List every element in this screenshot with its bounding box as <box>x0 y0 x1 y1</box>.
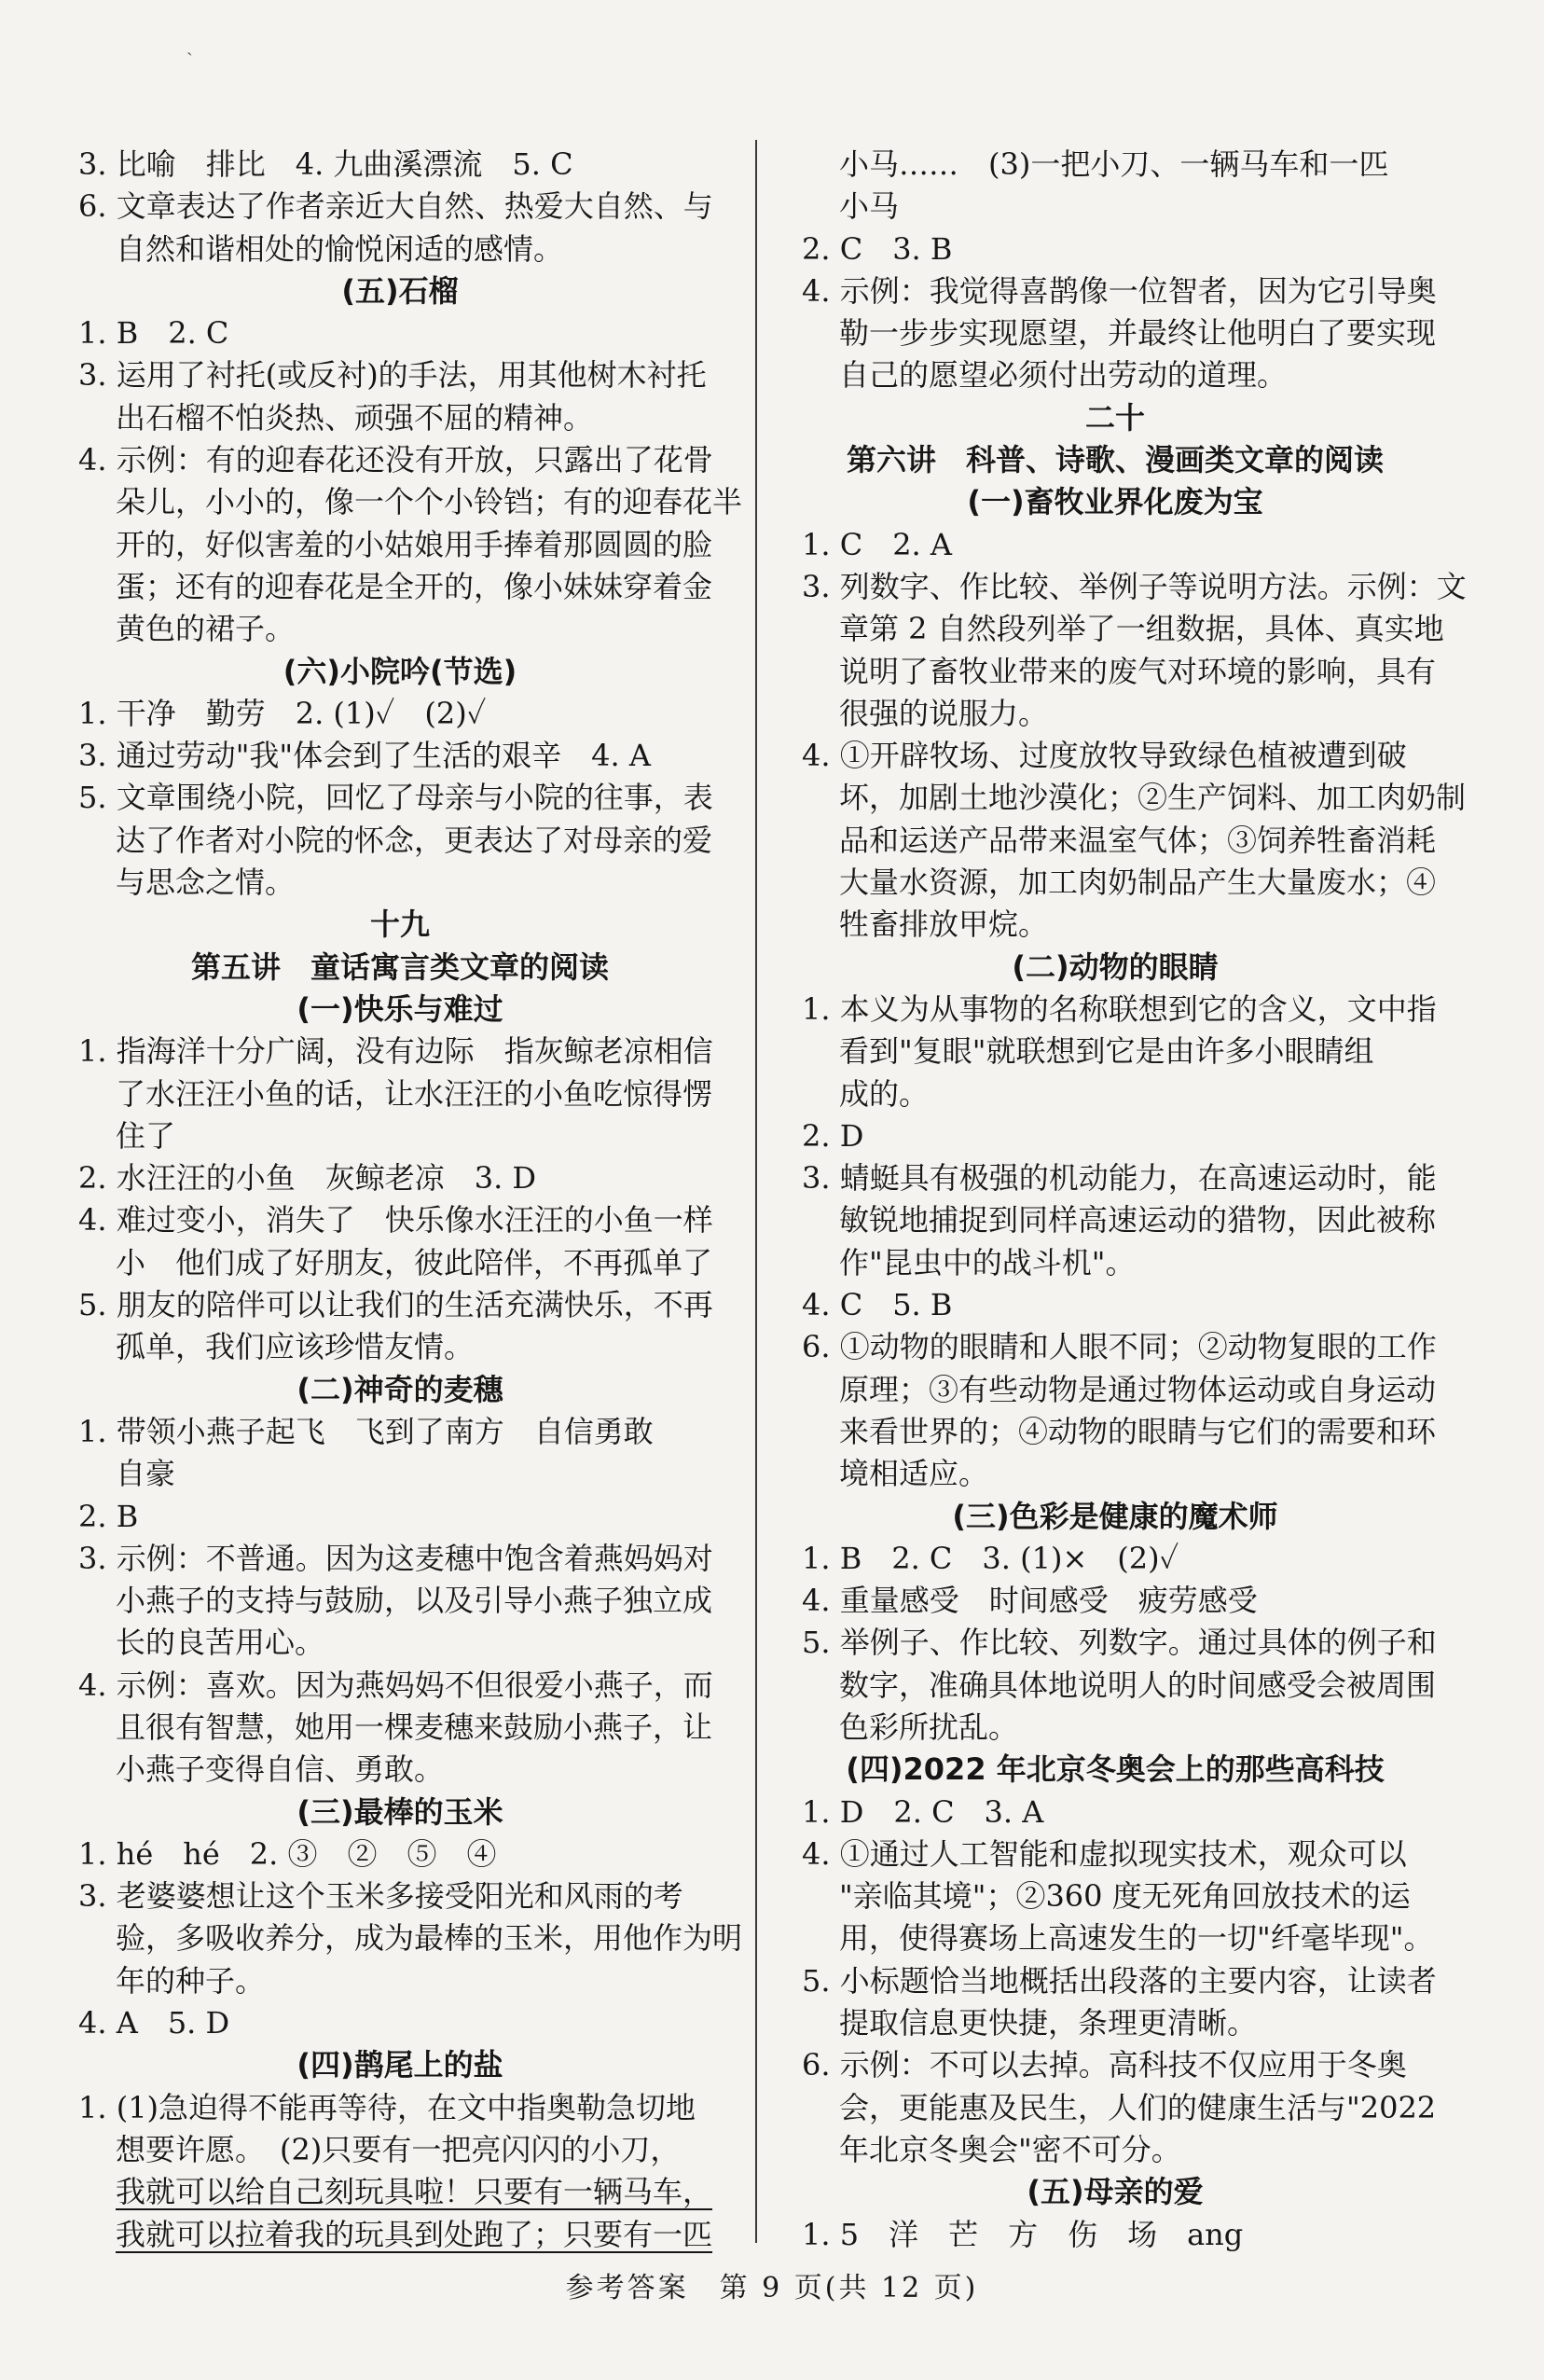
answer-line: 5. 文章围绕小院，回忆了母亲与小院的往事，表 <box>78 780 713 816</box>
answer-line: 自豪 <box>116 1456 176 1492</box>
page-footer: 参考答案 第 9 页(共 12 页) <box>565 2272 979 2304</box>
answer-line: 小马 <box>839 188 900 225</box>
answer-line: 1. 带领小燕子起飞 飞到了南方 自信勇敢 <box>78 1413 654 1449</box>
underlined-answer-line: 我就可以拉着我的玩具到处跑了；只要有一匹 <box>116 2216 713 2252</box>
answer-line: 4. 示例：有的迎春花还没有开放，只露出了花骨 <box>78 442 713 478</box>
answer-line: 1. C 2. A <box>802 526 953 562</box>
answer-line: 敏锐地捕捉到同样高速运动的猎物，因此被称 <box>839 1202 1437 1238</box>
answer-line: 朵儿，小小的，像一个个小铃铛；有的迎春花半 <box>116 484 743 520</box>
answer-line: 牲畜排放甲烷。 <box>839 906 1049 943</box>
answer-line: 说明了畜牧业带来的废气对环境的影响，具有 <box>839 653 1437 689</box>
answer-line: 章第 2 自然段列举了一组数据，具体、真实地 <box>839 611 1444 647</box>
answer-line: 自己的愿望必须付出劳动的道理。 <box>839 357 1288 394</box>
answer-line: 3. 运用了衬托(或反衬)的手法，用其他树木衬托 <box>78 357 707 394</box>
passage-title: (六)小院吟(节选) <box>283 653 517 689</box>
lecture-heading: 第六讲 科普、诗歌、漫画类文章的阅读 <box>846 442 1384 478</box>
answer-line: 大量水资源，加工肉奶制品产生大量废水；④ <box>839 865 1437 901</box>
answer-line: 黄色的裙子。 <box>116 611 296 647</box>
passage-title: (二)动物的眼睛 <box>1012 948 1219 985</box>
answer-line: 4. 示例：喜欢。因为燕妈妈不但很爱小燕子，而 <box>78 1667 713 1703</box>
answer-line: 会，更能惠及民生，人们的健康生活与"2022 <box>839 2089 1437 2125</box>
left-column <box>78 144 743 2256</box>
answer-line: 4. C 5. B <box>802 1287 953 1323</box>
passage-title: (五)石榴 <box>341 272 459 309</box>
answer-line: 6. 示例：不可以去掉。高科技不仅应用于冬奥 <box>802 2047 1407 2083</box>
answer-line: 原理；③有些动物是通过物体运动或自身运动 <box>839 1371 1437 1407</box>
answer-line: 5. 举例子、作比较、列数字。通过具体的例子和 <box>802 1625 1437 1661</box>
answer-line: 1. 指海洋十分广阔，没有边际 指灰鲸老凉相信 <box>78 1033 713 1070</box>
answer-line: "亲临其境"；②360 度无死角回放技术的运 <box>839 1878 1411 1915</box>
answer-line: 6. 文章表达了作者亲近大自然、热爱大自然、与 <box>78 188 713 225</box>
passage-title: (一)畜牧业界化废为宝 <box>967 484 1263 520</box>
scan-mark: ˎ <box>186 34 193 56</box>
lecture-heading: 第五讲 童话寓言类文章的阅读 <box>190 948 609 985</box>
answer-line: 成的。 <box>839 1075 930 1112</box>
answer-line: 1. 本义为从事物的名称联想到它的含义，文中指 <box>802 990 1437 1027</box>
answer-line: 5. 朋友的陪伴可以让我们的生活充满快乐，不再 <box>78 1287 713 1323</box>
passage-title: (三)色彩是健康的魔术师 <box>952 1498 1278 1534</box>
answer-line: 1. B 2. C <box>78 315 229 352</box>
answer-line: 4. 难过变小，消失了 快乐像水汪汪的小鱼一样 <box>78 1202 713 1238</box>
right-column <box>802 144 1467 2256</box>
answer-line: 开的，好似害羞的小姑娘用手捧着那圆圆的脸 <box>116 526 713 562</box>
answer-line: 验，多吸收养分，成为最棒的玉米，用他作为明 <box>116 1920 743 1957</box>
passage-title: (二)神奇的麦穗 <box>296 1371 503 1407</box>
answer-line: 了水汪汪小鱼的话，让水汪汪的小鱼吃惊得愣 <box>116 1075 713 1112</box>
answer-line: 品和运送产品带来温室气体；③饲养牲畜消耗 <box>839 822 1437 858</box>
answer-line: 勒一步步实现愿望，并最终让他明白了要实现 <box>839 315 1437 352</box>
answer-line: 境相适应。 <box>839 1456 989 1492</box>
answer-line: 4. A 5. D <box>78 2005 230 2041</box>
answer-line: 用，使得赛场上高速发生的一切"纤毫毕现"。 <box>839 1920 1434 1957</box>
answer-line: 1. hé hé 2. ③ ② ⑤ ④ <box>78 1835 497 1872</box>
answer-line: 2. D <box>802 1117 864 1154</box>
answer-line: 4. ①开辟牧场、过度放牧导致绿色植被遭到破 <box>802 738 1407 774</box>
answer-line: 孤单，我们应该珍惜友情。 <box>116 1329 475 1365</box>
answer-line: 出石榴不怕炎热、顽强不屈的精神。 <box>116 399 594 436</box>
passage-title: (三)最棒的玉米 <box>296 1793 503 1830</box>
answer-line: 且很有智慧，她用一棵麦穗来鼓励小燕子，让 <box>116 1709 713 1745</box>
answer-line: 年北京冬奥会"密不可分。 <box>839 2131 1181 2167</box>
answer-line: 住了 <box>116 1117 176 1154</box>
answer-line: 3. 示例：不普通。因为这麦穗中饱含着燕妈妈对 <box>78 1540 713 1576</box>
answer-line: 4. ①通过人工智能和虚拟现实技术，观众可以 <box>802 1835 1407 1872</box>
answer-line: 提取信息更快捷，条理更清晰。 <box>839 2005 1258 2041</box>
answer-line: 小燕子变得自信、勇敢。 <box>116 1751 445 1788</box>
answer-line: 来看世界的；④动物的眼睛与它们的需要和环 <box>839 1413 1437 1449</box>
answer-line: 1. B 2. C 3. (1)× (2)✓ <box>802 1540 1179 1576</box>
passage-title: (一)快乐与难过 <box>296 990 503 1027</box>
section-number: 二十 <box>1084 399 1145 436</box>
answer-line: 达了作者对小院的怀念，更表达了对母亲的爱 <box>116 822 713 858</box>
answer-line: 长的良苦用心。 <box>116 1625 325 1661</box>
answer-line: 数字，准确具体地说明人的时间感受会被周围 <box>839 1667 1437 1703</box>
answer-line: 色彩所扰乱。 <box>839 1709 1019 1745</box>
answer-line: 2. B <box>78 1498 139 1534</box>
answer-line: 小燕子的支持与鼓励，以及引导小燕子独立成 <box>116 1583 713 1619</box>
answer-line: 1. 5 洋 芒 方 伤 场 ang <box>802 2216 1244 2252</box>
passage-title: (五)母亲的爱 <box>1027 2174 1204 2210</box>
answer-line: 6. ①动物的眼睛和人眼不同；②动物复眼的工作 <box>802 1329 1437 1365</box>
answer-line: 小马…… (3)一把小刀、一辆马车和一匹 <box>839 146 1389 182</box>
answer-line: 自然和谐相处的愉悦闲适的感情。 <box>116 230 564 267</box>
answer-line: 1. (1)急迫得不能再等待，在文中指奥勒急切地 <box>78 2089 696 2125</box>
answer-line: 3. 通过劳动"我"体会到了生活的艰辛 4. A <box>78 738 651 774</box>
underlined-answer-line: 我就可以给自己刻玩具啦！只要有一辆马车， <box>116 2174 713 2210</box>
answer-line: 4. 示例：我觉得喜鹊像一位智者，因为它引导奥 <box>802 272 1437 309</box>
answer-line: 1. 干净 勤劳 2. (1)✓ (2)✓ <box>78 695 487 731</box>
answer-line: 看到"复眼"就联想到它是由许多小眼睛组 <box>839 1033 1374 1070</box>
answer-line: 年的种子。 <box>116 1962 266 1999</box>
answer-line: 2. C 3. B <box>802 230 953 267</box>
answer-line: 坏，加剧土地沙漠化；②生产饲料、加工肉奶制 <box>839 780 1467 816</box>
answer-line: 与思念之情。 <box>116 865 296 901</box>
answer-line: 蛋；还有的迎春花是全开的，像小妹妹穿着金 <box>116 568 713 604</box>
answer-line: 3. 蜻蜓具有极强的机动能力，在高速运动时，能 <box>802 1160 1437 1197</box>
answer-line: 3. 老婆婆想让这个玉米多接受阳光和风雨的考 <box>78 1878 683 1915</box>
passage-title: (四)鹊尾上的盐 <box>296 2047 503 2083</box>
column-divider <box>755 140 757 2243</box>
answer-line: 作"昆虫中的战斗机"。 <box>839 1244 1136 1280</box>
section-number: 十九 <box>369 906 430 943</box>
answer-line: 想要许愿。 (2)只要有一把亮闪闪的小刀， <box>116 2131 681 2167</box>
answer-line: 小 他们成了好朋友，彼此陪伴，不再孤单了 <box>116 1244 713 1280</box>
answer-line: 5. 小标题恰当地概括出段落的主要内容，让读者 <box>802 1962 1437 1999</box>
passage-title: (四)2022 年北京冬奥会上的那些高科技 <box>846 1751 1385 1788</box>
answer-line: 3. 列数字、作比较、举例子等说明方法。示例：文 <box>802 568 1467 604</box>
answer-line: 4. 重量感受 时间感受 疲劳感受 <box>802 1583 1258 1619</box>
answer-line: 很强的说服力。 <box>839 695 1049 731</box>
answer-line: 2. 水汪汪的小鱼 灰鲸老凉 3. D <box>78 1160 537 1197</box>
answer-line: 3. 比喻 排比 4. 九曲溪漂流 5. C <box>78 146 573 182</box>
answer-line: 1. D 2. C 3. A <box>802 1793 1044 1830</box>
